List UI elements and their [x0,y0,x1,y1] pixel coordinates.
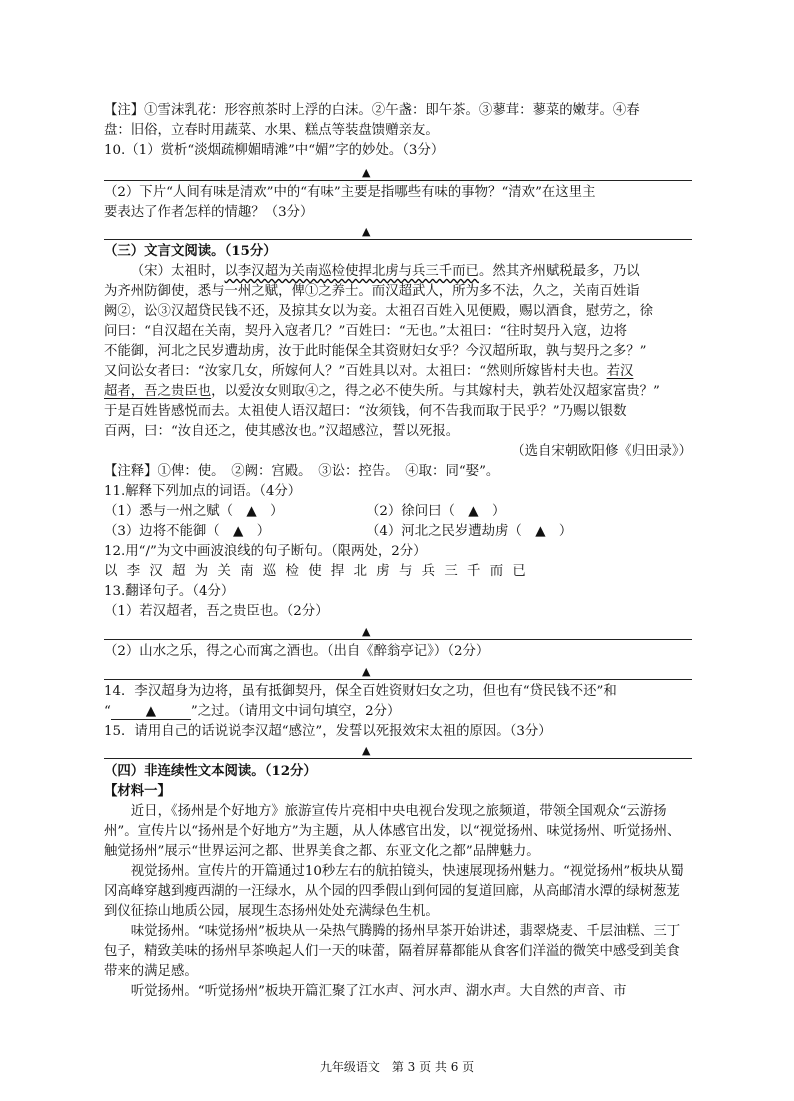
question-11-item-1: （1）悉与一州之赋（ ▲ ） [104,504,284,519]
passage-line-5: 不能御，河北之民岁遭劫虏，汝于此时能保全其资财妇女乎？今汉超所取，孰与契丹之多？” [104,344,647,359]
passage-line-1 [104,262,692,281]
passage-text: 。然其齐州赋税最多，乃以 [478,264,640,279]
passage-text: ，以爱汝女则取④之，得之必不使失所。与其嫁村夫，孰若处汉超家富贵？” [211,384,660,399]
material-paragraph-2: 视觉扬州。宣传片的开篇通过10秒左右的航拍镜头，快速展现扬州魅力。“视觉扬州”板块从蜀冈高峰穿越到瘦西湖的一汪绿水，从个园的四季假山到何园的复道回廊，从高邮清水潭的绿树葱茏到仪征捺山地质公园，展现生态扬州处处充满绿色生机。 [104,864,684,919]
underlined-sentence: 若汉 [606,364,634,379]
question-12-sentence: 以李汉超为关南巡检使捍北虏与兵三千而已 [104,564,536,579]
answer-line [104,758,692,759]
poem-note-line-1: 【注】①雪沫乳花：形容煎茶时上浮的白沫。②午盏：即午茶。③蓼茸：蓼菜的嫩芽。④春 [104,103,640,118]
passage-notes: 【注释】①俾：使。 ②阙：宫殿。 ③讼：控告。 ④取：同“娶”。 [104,464,500,479]
underlined-sentence: 超者，吾之贵臣也 [104,384,212,399]
question-13-2: （2）山水之乐，得之心而寓之酒也。（出自《醉翁亭记》）（2分） [104,644,490,659]
question-14-tail: ”之过。（请用文中词句填空，2分） [190,704,401,719]
question-13-1: （1）若汉超者，吾之贵臣也。（2分） [104,604,329,619]
question-13-stem: 13.翻译句子。（4分） [104,584,235,599]
question-11-item-2: （2）徐问曰（ ▲ ） [366,504,506,519]
answer-marker: ▲ [362,625,371,638]
question-14-line-1: 14．李汉超身为边将，虽有抵御契丹，保全百姓资财妇女之功，但也有“贷民钱不还”和 [104,684,617,699]
question-12-stem: 12.用“/”为文中画波浪线的句子断句。（限两处，2分） [104,544,427,559]
answer-line [104,679,692,680]
passage-source: （选自宋朝欧阳修《归田录》） [511,444,692,459]
answer-marker: ▲ [362,665,371,678]
question-11-stem: 11.解释下列加点的词语。（4分） [104,484,302,499]
answer-marker: ▲ [362,744,371,757]
question-11-item-3: （3）边将不能御（ ▲ ） [104,524,271,539]
question-11-item-4: （4）河北之民岁遭劫虏（ ▲ ） [366,524,573,539]
answer-line [104,180,692,181]
open-quote: “ [104,704,111,719]
question-10-1: 10.（1）赏析“淡烟疏柳媚晴滩”中“媚”字的妙处。（3分） [104,143,445,158]
passage-line-7 [104,382,692,401]
poem-note-line-2: 盘：旧俗，立春时用蔬菜、水果、糕点等装盘馈赠亲友。 [104,123,439,138]
passage-text: （宋）太祖时， [130,264,225,279]
material-paragraph-4: 听觉扬州。“听觉扬州”板块开篇汇聚了江水声、河水声、湖水声。大自然的声音、市 [130,984,627,999]
material-paragraph-1: 近日，《扬州是个好地方》旅游宣传片亮相中央电视台发现之旅频道，带领全国观众“云游扬州”。宣传片以“扬州是个好地方”为主题，从人体感官出发，以“视觉扬州、味觉扬州、听觉扬州、触觉扬州”展示“世界运河之都、世界美食之都、东亚文化之都”品牌魅力。 [104,804,681,859]
question-11-row-2 [104,522,692,541]
fill-blank[interactable]: ▲ [111,705,191,720]
section-4-title: （四）非连续性文本阅读。（12分） [104,763,317,779]
passage-line-4: 问曰：“自汉超在关南，契丹入寇者几？”百姓曰：“无也。”太祖曰：“往时契丹入寇，边将 [104,324,627,339]
question-15: 15．请用自己的话说说李汉超“感泣”，发誓以死报效宋太祖的原因。（3分） [104,724,552,739]
passage-line-9: 百两，曰：“汝自还之，使其感汝也。”汉超感泣，誓以死报。 [104,424,460,439]
material-paragraph-3: 味觉扬州。“味觉扬州”板块从一朵热气腾腾的扬州早茶开始讲述，翡翠烧麦、千层油糕、三丁包子，精致美味的扬州早茶唤起人们一天的味蕾，隔着屏幕都能从食客们洋溢的微笑中感受到美食带来的满足感。 [104,924,681,979]
passage-line-2: 为齐州防御使，悉与一州之赋，俾①之养士。而汉超武人，所为多不法，久之，关南百姓诣 [104,284,640,299]
page-footer: 九年级语文 第 3 页 共 6 页 [319,1060,475,1074]
question-11-row-1 [104,502,692,521]
section-3-title: （三）文言文阅读。（15分） [104,243,277,259]
question-14-line-2 [104,702,692,721]
answer-marker: ▲ [362,225,371,238]
material-1-label: 【材料一】 [104,783,171,799]
passage-line-6 [104,362,692,381]
answer-marker: ▲ [362,166,371,179]
wavy-underlined-sentence: 以李汉超为关南巡检使捍北虏与兵三千而已 [224,264,479,279]
passage-line-8: 于是百姓皆感悦而去。太祖使人语汉超曰：“汝须钱，何不告我而取于民乎？”乃赐以银数 [104,404,627,419]
answer-line [104,239,692,240]
passage-text: 又问讼女者曰：“汝家几女，所嫁何人？”百姓具以对。太祖曰：“然则所嫁皆村夫也。 [104,364,607,379]
answer-line [104,639,692,640]
question-10-2-line-2: 要表达了作者怎样的情趣？（3分） [104,205,314,220]
passage-line-3: 阙②，讼③汉超贷民钱不还，及掠其女以为妾。太祖召百姓入见便殿，赐以酒食，慰劳之，徐 [104,304,654,319]
question-10-2-line-1: （2）下片“人间有味是清欢”中的“有味”主要是指哪些有味的事物？“清欢”在这里主 [104,185,596,200]
